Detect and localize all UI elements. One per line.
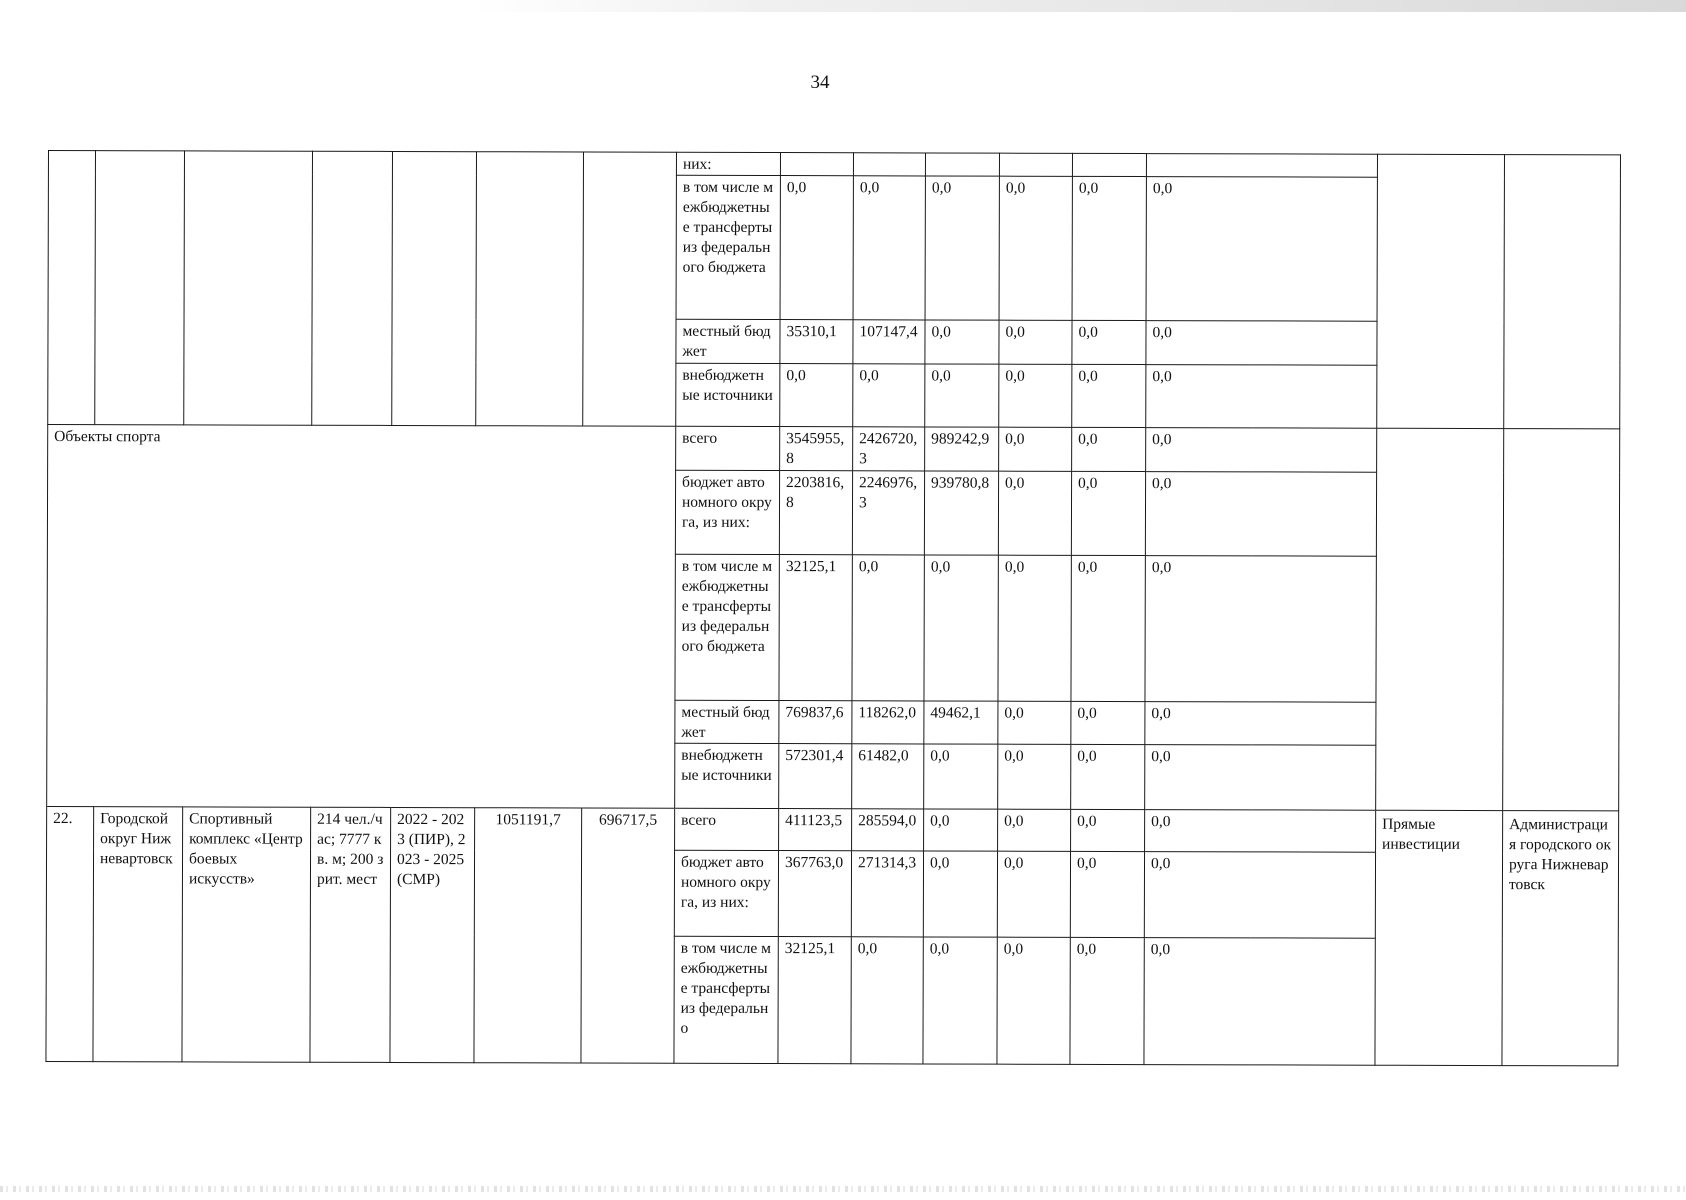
amount-cell: 0,0 [997, 851, 1070, 937]
amount-cell: 0,0 [1145, 701, 1376, 745]
amount-cell: 0,0 [924, 809, 998, 852]
scan-shadow-bottom [0, 1186, 1686, 1192]
amount-cell: 0,0 [1145, 745, 1376, 810]
funding-source-label: бюджет автономного округа, из них: [674, 850, 778, 936]
amount-cell: 572301,4 [779, 744, 852, 809]
amount-cell: 0,0 [1072, 428, 1146, 472]
amount-cell: 0,0 [1071, 745, 1145, 810]
amount-cell: 0,0 [924, 554, 998, 700]
amount-cell: 0,0 [780, 176, 853, 320]
amount-cell: 0,0 [853, 364, 925, 428]
cell-empty [1377, 154, 1505, 429]
cell-empty [1376, 429, 1504, 811]
object-mechanism: Прямые инвестиции [1375, 810, 1503, 1066]
amount-cell: 0,0 [1072, 321, 1146, 365]
funding-source-label: внебюджетные источники [676, 363, 780, 427]
funding-source-label: в том числе межбюджетные трансферты из федерального бюджета [675, 554, 779, 701]
amount-cell: 35310,1 [780, 320, 853, 364]
amount-cell: 0,0 [1144, 937, 1375, 1065]
amount-cell [780, 153, 853, 176]
amount-cell: 49462,1 [924, 701, 998, 745]
cell-empty [392, 151, 477, 426]
amount-cell: 0,0 [1145, 555, 1376, 702]
funding-source-label: местный бюджет [675, 700, 779, 744]
amount-cell: 0,0 [997, 937, 1070, 1064]
amount-cell: 61482,0 [852, 744, 924, 809]
amount-cell [999, 153, 1072, 176]
amount-cell: 285594,0 [852, 808, 924, 851]
amount-cell: 0,0 [853, 176, 925, 320]
amount-cell: 0,0 [998, 471, 1071, 555]
funding-source-label: в том числе межбюджетные трансферты из федерально [674, 936, 778, 1063]
object-estimated-cost: 1051191,7 [474, 807, 582, 1063]
amount-cell: 0,0 [999, 428, 1072, 472]
cell-empty [184, 151, 313, 426]
amount-cell: 2203816,8 [779, 470, 852, 554]
object-name: Спортивный комплекс «Центр боевых искусств» [182, 807, 311, 1063]
amount-cell: 118262,0 [852, 701, 924, 745]
table-row [48, 151, 1620, 179]
cell-empty [1504, 155, 1621, 430]
amount-cell: 989242,9 [925, 427, 999, 471]
cell-empty [95, 151, 185, 426]
amount-cell: 0,0 [1070, 937, 1144, 1064]
amount-cell [1146, 154, 1377, 178]
cell-empty [48, 151, 96, 426]
amount-cell: 0,0 [924, 744, 998, 809]
amount-cell: 0,0 [923, 851, 997, 937]
object-municipality: Городской округ Нижневартовск [93, 806, 183, 1062]
amount-cell: 0,0 [998, 555, 1071, 701]
budget-table [45, 150, 1621, 1066]
table-row [48, 425, 1620, 473]
amount-cell [925, 153, 999, 176]
funding-source-label: в том числе межбюджетные трансферты из федерального бюджета [676, 175, 780, 320]
object-capacity: 214 чел./час; 7777 кв. м; 200 зрит. мест [310, 807, 391, 1063]
amount-cell: 0,0 [1146, 177, 1377, 322]
funding-source-label: них: [676, 152, 780, 175]
funding-source-label: местный бюджет [676, 320, 780, 364]
amount-cell: 32125,1 [779, 554, 852, 700]
cell-empty [312, 151, 393, 426]
amount-cell: 2426720,3 [853, 427, 925, 471]
amount-cell: 0,0 [999, 176, 1072, 320]
amount-cell: 0,0 [1072, 177, 1146, 321]
amount-cell: 0,0 [1145, 809, 1376, 852]
amount-cell: 32125,1 [778, 936, 851, 1063]
funding-source-label: бюджет автономного округа, из них: [675, 470, 779, 554]
amount-cell: 0,0 [852, 554, 924, 700]
cell-empty [583, 152, 677, 427]
amount-cell: 0,0 [925, 176, 999, 320]
amount-cell: 0,0 [1070, 851, 1144, 937]
object-period: 2022 - 2023 (ПИР), 2023 - 2025 (СМР) [390, 807, 475, 1063]
cell-empty [1503, 429, 1620, 811]
amount-cell: 0,0 [999, 321, 1072, 365]
object-customer: Администрация городского округа Нижневартовск [1502, 810, 1619, 1066]
amount-cell: 0,0 [1145, 471, 1376, 555]
funding-source-label: всего [675, 808, 779, 851]
amount-cell: 411123,5 [779, 808, 852, 851]
amount-cell: 0,0 [1146, 364, 1377, 428]
amount-cell: 0,0 [1071, 555, 1145, 701]
amount-cell: 271314,3 [851, 851, 923, 937]
amount-cell: 0,0 [923, 937, 997, 1064]
funding-source-label: внебюджетные источники [675, 743, 779, 808]
amount-cell: 0,0 [998, 701, 1071, 745]
funding-source-label: всего [676, 427, 780, 471]
amount-cell: 107147,4 [853, 320, 925, 364]
amount-cell: 0,0 [1146, 321, 1377, 365]
amount-cell: 0,0 [925, 364, 999, 428]
object-remaining-cost: 696717,5 [581, 808, 675, 1064]
amount-cell: 367763,0 [778, 851, 851, 937]
section-title: Объекты спорта [47, 425, 676, 808]
amount-cell: 2246976,3 [852, 471, 924, 555]
amount-cell: 939780,8 [924, 471, 998, 555]
page-number: 34 [810, 72, 830, 93]
amount-cell: 0,0 [999, 364, 1072, 428]
amount-cell: 0,0 [851, 937, 923, 1064]
amount-cell: 0,0 [925, 320, 999, 364]
amount-cell [1072, 153, 1146, 176]
object-number: 22. [46, 806, 94, 1061]
amount-cell: 0,0 [1071, 701, 1145, 745]
amount-cell [853, 153, 925, 176]
amount-cell: 0,0 [1072, 364, 1146, 428]
amount-cell: 3545955,8 [780, 427, 853, 471]
amount-cell: 0,0 [1071, 471, 1145, 555]
scan-shadow-top [0, 0, 1686, 12]
table-row [47, 806, 1619, 853]
amount-cell: 0,0 [998, 744, 1071, 809]
amount-cell: 769837,6 [779, 700, 852, 744]
cell-empty [476, 152, 584, 427]
amount-cell: 0,0 [1071, 809, 1145, 852]
amount-cell: 0,0 [998, 809, 1071, 852]
amount-cell: 0,0 [1146, 428, 1377, 472]
amount-cell: 0,0 [1144, 852, 1375, 938]
amount-cell: 0,0 [780, 363, 853, 427]
document-page [45, 150, 1620, 1066]
